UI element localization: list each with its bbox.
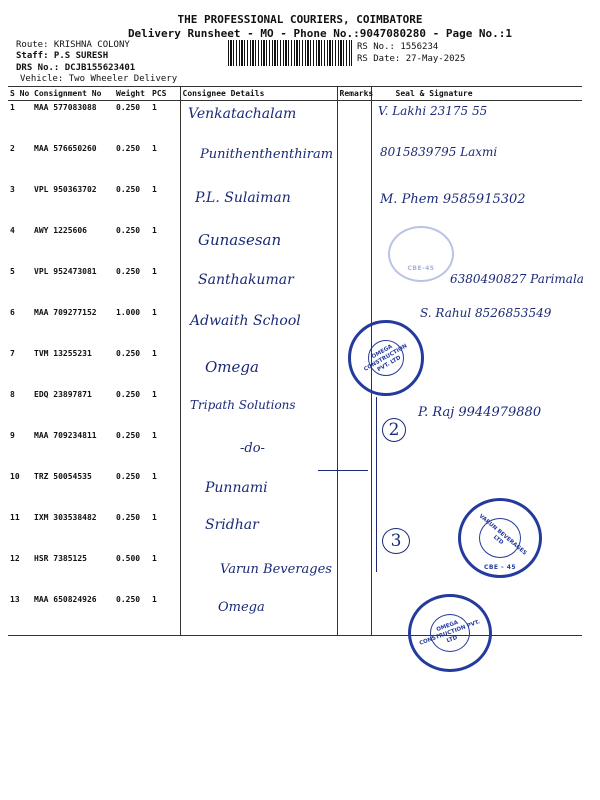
varun-beverages-seal xyxy=(458,498,542,578)
cell-pcs: 1 xyxy=(152,267,157,276)
seal-text: OMEGA CONSTRUCTION PVT. LTD xyxy=(363,342,409,373)
cell-consignment: VPL 952473081 xyxy=(34,267,97,276)
col-pcs: PCS xyxy=(150,87,180,101)
signature: P. Raj 9944979880 xyxy=(418,405,542,420)
bracket-number: 3 xyxy=(382,528,410,554)
cell-pcs: 1 xyxy=(152,226,157,235)
cell-weight: 0.250 xyxy=(116,103,141,112)
cell-sno: 6 xyxy=(10,308,15,317)
consignee-handwriting: Gunasesan xyxy=(198,231,282,249)
drs-number: DRS No.: DCJB155623401 xyxy=(16,63,136,73)
table-row xyxy=(8,593,582,636)
rs-number: RS No.: 1556234 xyxy=(357,42,439,52)
bracket-line xyxy=(362,397,377,572)
consignee-handwriting: Venkatachalam xyxy=(188,106,297,122)
cell-sno: 5 xyxy=(10,267,15,276)
cell-pcs: 1 xyxy=(152,390,157,399)
consignee-handwriting: Sridhar xyxy=(205,517,259,533)
cell-remarks xyxy=(337,183,371,224)
seal-text: OMEGA CONSTRUCTION PVT. LTD xyxy=(418,618,481,647)
cell-remarks xyxy=(337,593,371,636)
consignee-handwriting: P.L. Sulaiman xyxy=(195,190,291,206)
consignee-handwriting: Punithenthenthiram xyxy=(200,147,334,162)
cell-sno: 2 xyxy=(10,144,15,153)
cell-pcs: 1 xyxy=(152,103,157,112)
consignee-handwriting: Tripath Solutions xyxy=(190,398,296,412)
cell-weight: 0.250 xyxy=(114,593,150,636)
omega-construction-seal xyxy=(348,320,424,396)
signature: 6380490827 Parimala xyxy=(450,272,584,286)
cell-consignment: MAA 577083088 xyxy=(34,103,97,112)
cell-remarks xyxy=(337,265,371,306)
cell-consignment: MAA 576650260 xyxy=(34,144,97,153)
cell-consignment: IXM 303538482 xyxy=(34,513,97,522)
consignee-handwriting: Omega xyxy=(205,358,259,376)
cell-consignment: AWY 1225606 xyxy=(34,226,87,235)
cell-remarks xyxy=(337,224,371,265)
cell-consignment: EDQ 23897871 xyxy=(34,390,92,399)
cell-weight: 0.250 xyxy=(116,472,141,481)
signature: V. Lakhi 23175 55 xyxy=(378,104,488,118)
consignee-handwriting: Punnami xyxy=(205,480,268,496)
cell-sno: 7 xyxy=(10,349,15,358)
barcode xyxy=(228,40,352,66)
cell-sno: 10 xyxy=(10,472,20,481)
cell-weight: 0.250 xyxy=(116,513,141,522)
cell-sno: 4 xyxy=(10,226,15,235)
col-remarks: Remarks xyxy=(337,87,371,101)
runsheet-title: Delivery Runsheet - MO - Phone No.:9047080280 - Page No.:1 xyxy=(127,27,513,40)
rs-date: RS Date: 27-May-2025 xyxy=(357,54,466,64)
cell-weight: 0.250 xyxy=(116,144,141,153)
cell-sno: 13 xyxy=(8,593,32,636)
bracket-line xyxy=(318,470,368,471)
faded-seal xyxy=(388,226,454,282)
col-seal: Seal & Signature xyxy=(371,87,582,101)
omega-construction-seal xyxy=(408,594,492,672)
cell-weight: 0.250 xyxy=(116,349,141,358)
consignee-handwriting: -do- xyxy=(240,441,265,456)
cell-weight: 0.250 xyxy=(116,226,141,235)
cell-pcs: 1 xyxy=(152,554,157,563)
table-header-row xyxy=(8,87,582,101)
cell-consignment: TRZ 50054535 xyxy=(34,472,92,481)
seal-text: VARUN BEVERAGES LTD xyxy=(477,513,528,557)
cell-sno: 9 xyxy=(10,431,15,440)
cell-sno: 8 xyxy=(10,390,15,399)
cell-sno: 1 xyxy=(10,103,15,112)
cell-pcs: 1 xyxy=(152,308,157,317)
cell-sno: 12 xyxy=(10,554,20,563)
staff: Staff: P.S SURESH xyxy=(16,51,109,61)
cell-pcs: 1 xyxy=(152,513,157,522)
cell-consignment: TVM 13255231 xyxy=(34,349,92,358)
cell-consignment: HSR 7385125 xyxy=(34,554,87,563)
signature: S. Rahul 8526853549 xyxy=(420,306,552,320)
cell-pcs: 1 xyxy=(152,349,157,358)
table-row xyxy=(8,224,582,265)
consignee-handwriting: Adwaith School xyxy=(190,313,301,329)
cell-remarks xyxy=(337,101,371,143)
route: Route: KRISHNA COLONY xyxy=(16,40,130,50)
table-row xyxy=(8,429,582,470)
consignee-handwriting: Santhakumar xyxy=(198,272,294,288)
cell-weight: 0.500 xyxy=(116,554,141,563)
cell-weight: 0.250 xyxy=(116,185,141,194)
consignee-handwriting: Omega xyxy=(218,600,265,615)
cell-sno: 11 xyxy=(10,513,20,522)
cell-consignment: MAA 709277152 xyxy=(34,308,97,317)
cell-pcs: 1 xyxy=(152,185,157,194)
cell-consignment: VPL 950363702 xyxy=(34,185,97,194)
cell-weight: 0.250 xyxy=(116,431,141,440)
cell-pcs: 1 xyxy=(152,144,157,153)
col-consignee: Consignee Details xyxy=(180,87,337,101)
cell-sno: 3 xyxy=(10,185,15,194)
cell-pcs: 1 xyxy=(150,593,180,636)
consignee-handwriting: Varun Beverages xyxy=(220,562,332,577)
bracket-number: 2 xyxy=(382,418,406,442)
col-weight: Weight xyxy=(114,87,150,101)
cell-consignment: MAA 709234811 xyxy=(34,431,97,440)
cell-pcs: 1 xyxy=(152,431,157,440)
cell-weight: 0.250 xyxy=(116,267,141,276)
seal-city: CBE - 45 xyxy=(483,564,517,571)
cell-pcs: 1 xyxy=(152,472,157,481)
signature: M. Phem 9585915302 xyxy=(380,192,526,207)
signature: 8015839795 Laxmi xyxy=(380,145,498,159)
table-row xyxy=(8,347,582,388)
seal-city: CBE-45 xyxy=(407,265,435,272)
cell-consignment: MAA 650824926 xyxy=(32,593,114,636)
col-consignment: Consignment No xyxy=(32,87,114,101)
vehicle: Vehicle: Two Wheeler Delivery xyxy=(20,74,178,84)
cell-remarks xyxy=(337,142,371,183)
cell-weight: 1.000 xyxy=(116,308,141,317)
company-name: THE PROFESSIONAL COURIERS, COIMBATORE xyxy=(177,13,423,26)
col-sno: S No xyxy=(8,87,32,101)
cell-weight: 0.250 xyxy=(116,390,141,399)
